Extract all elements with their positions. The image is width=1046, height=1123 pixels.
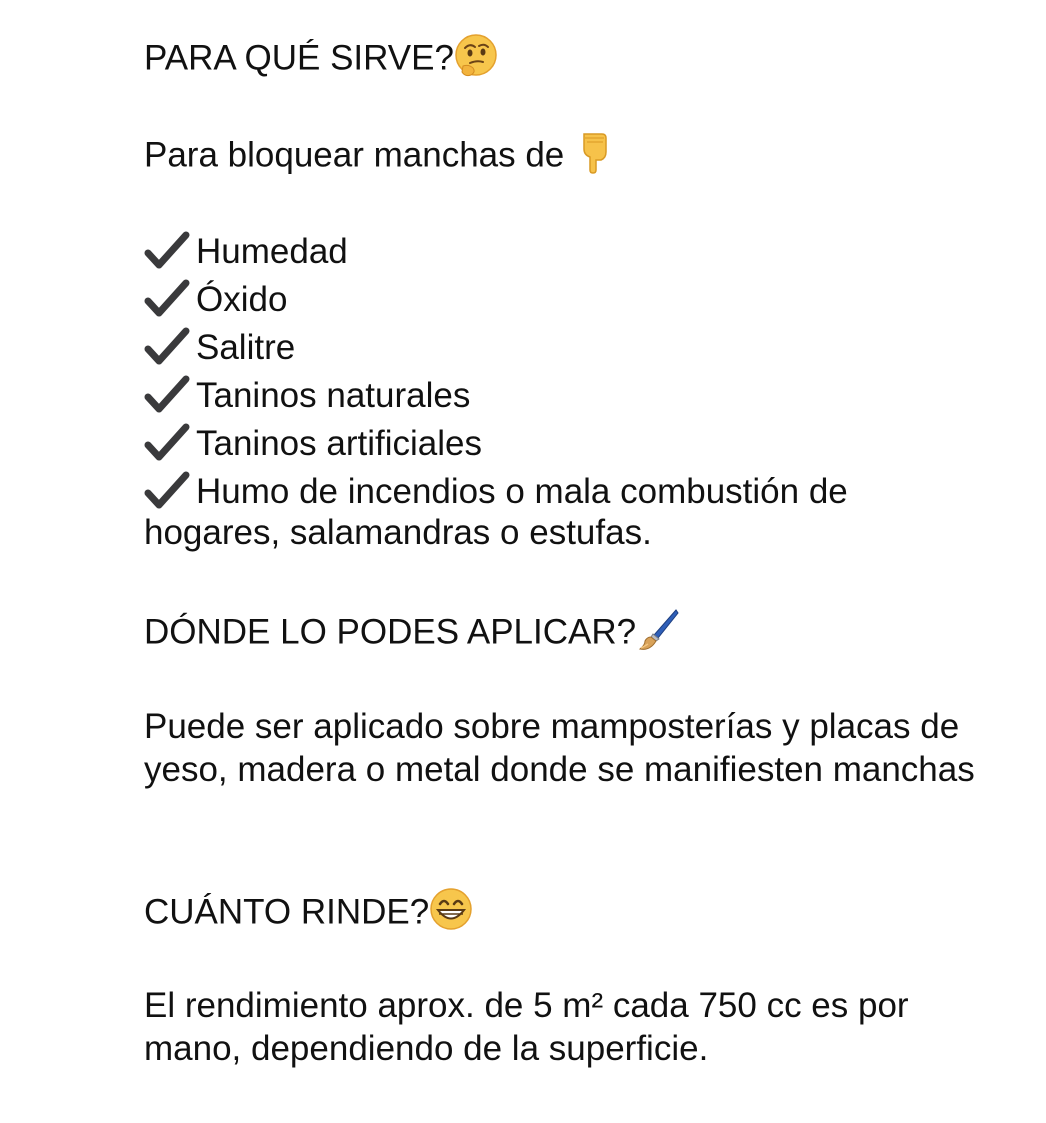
checklist-item-label: Óxido	[196, 279, 288, 319]
checklist-item	[144, 323, 848, 371]
heavy-check-mark-icon	[144, 423, 190, 463]
section-where-heading-text: DÓNDE LO PODES APLICAR?	[144, 612, 637, 652]
heavy-check-mark-icon	[144, 279, 190, 319]
stain-checklist	[144, 227, 848, 554]
checklist-item-label: Humedad	[196, 231, 348, 271]
grinning-face-emoji	[429, 887, 473, 931]
section-what-heading	[144, 34, 498, 77]
section-yield-heading-text: CUÁNTO RINDE?	[144, 892, 430, 932]
pointing-down-emoji	[574, 130, 618, 174]
checklist-item-label: Salitre	[196, 327, 296, 367]
heavy-check-mark-icon	[144, 375, 190, 415]
checklist-item-label: Taninos naturales	[196, 375, 471, 415]
section-where-heading	[144, 608, 680, 651]
checklist-item	[144, 467, 848, 554]
heavy-check-mark-icon	[144, 231, 190, 271]
heavy-check-mark-icon	[144, 471, 190, 511]
checklist-item	[144, 419, 848, 467]
heavy-check-mark-icon	[144, 327, 190, 367]
section-yield-heading	[144, 888, 473, 931]
checklist-item-first-row	[144, 467, 848, 515]
checklist-item	[144, 227, 848, 275]
section-what-heading-text: PARA QUÉ SIRVE?	[144, 38, 454, 78]
checklist-item-label: Humo de incendios o mala combustión de	[196, 471, 848, 511]
checklist-item-continuation: hogares, salamandras o estufas.	[144, 513, 652, 552]
thinking-face-emoji	[454, 33, 498, 77]
checklist-item	[144, 275, 848, 323]
section-where-body: Puede ser aplicado sobre mamposterías y placas de yeso, madera o metal donde se manifiesten manchas	[144, 707, 975, 789]
checklist-item	[144, 371, 848, 419]
paintbrush-emoji	[636, 607, 680, 651]
section-what-intro-text: Para bloquear manchas de	[144, 135, 565, 175]
section-what-intro	[144, 131, 618, 174]
checklist-item-label: Taninos artificiales	[196, 423, 482, 463]
section-yield-body: El rendimiento aprox. de 5 m² cada 750 cc es por mano, dependiendo de la superficie.	[144, 986, 909, 1068]
